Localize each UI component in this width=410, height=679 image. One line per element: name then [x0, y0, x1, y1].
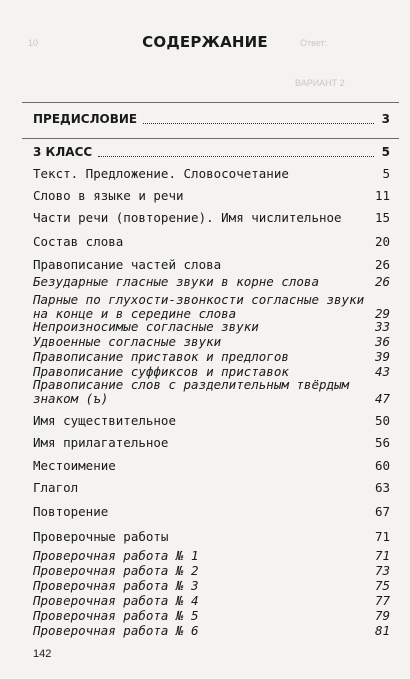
bleed-through-text: 10 [28, 38, 39, 48]
toc-entry [33, 549, 390, 563]
toc-entry [33, 350, 390, 364]
toc-entry-page: 26 [374, 257, 390, 272]
toc-entry-page: 11 [374, 188, 390, 203]
toc-entry-title: Глагол [33, 480, 79, 495]
toc-entry-page: 71 [374, 529, 390, 544]
toc-entry-page: 5 [382, 166, 390, 181]
toc-entry [33, 293, 390, 321]
toc-entry-page: 71 [374, 548, 390, 563]
toc-entry [33, 112, 390, 126]
toc-entry-title: 3 КЛАСС [33, 145, 93, 159]
toc-entry-title: Слово в языке и речи [33, 188, 184, 203]
dot-leader [98, 156, 373, 157]
toc-entry-page: 5 [381, 145, 390, 159]
toc-entry [33, 481, 390, 495]
toc-entry-page: 56 [374, 435, 390, 450]
toc-entry-page: 79 [374, 608, 390, 623]
toc-entry-page: 43 [374, 364, 390, 379]
toc-entry-title: Проверочная работа № 2 [33, 563, 199, 578]
toc-entry-title: Проверочная работа № 3 [33, 578, 199, 593]
toc-entry [33, 320, 390, 334]
toc-entry-page: 75 [374, 578, 390, 593]
toc-entry [33, 145, 390, 159]
toc-entry-page: 50 [374, 413, 390, 428]
toc-entry-title: Повторение [33, 504, 109, 519]
toc-entry [33, 609, 390, 623]
toc-entry-page: 47 [374, 391, 390, 406]
toc-entry-page: 20 [374, 234, 390, 249]
toc-entry [33, 167, 390, 181]
toc-entry-title: Парные по глухости-звонкости согласные звуки на конце и в середине слова [33, 292, 365, 321]
toc-entry [33, 459, 390, 473]
toc-entry-title: Проверочная работа № 1 [33, 548, 199, 563]
toc-entry-title: Состав слова [33, 234, 124, 249]
toc-entry-page: 33 [374, 319, 390, 334]
toc-entry-page: 3 [381, 112, 390, 126]
toc-entry-page: 36 [374, 334, 390, 349]
toc-entry-title: Правописание частей слова [33, 257, 222, 272]
toc-entry [33, 189, 390, 203]
toc-entry [33, 258, 390, 272]
toc-entry-page: 77 [374, 593, 390, 608]
toc-entry-page: 63 [374, 480, 390, 495]
toc-entry [33, 335, 390, 349]
toc-entry-page: 60 [374, 458, 390, 473]
bleed-through-text: Ответ: [300, 38, 328, 48]
page-title: СОДЕРЖАНИЕ [142, 33, 268, 51]
toc-entry-title: Правописание приставок и предлогов [33, 349, 289, 364]
toc-entry-title: Проверочная работа № 5 [33, 608, 199, 623]
toc-entry [33, 505, 390, 519]
toc-entry [33, 594, 390, 608]
toc-entry [33, 211, 390, 225]
toc-entry-page: 29 [374, 306, 390, 321]
toc-entry-page: 81 [374, 623, 390, 638]
page-number: 142 [33, 648, 52, 660]
toc-entry [33, 579, 390, 593]
toc-entry-page: 26 [374, 274, 390, 289]
toc-entry [33, 275, 390, 289]
toc-entry-title: Удвоенные согласные звуки [33, 334, 222, 349]
toc-entry [33, 530, 390, 544]
toc-entry-title: Местоимение [33, 458, 116, 473]
toc-entry [33, 235, 390, 249]
toc-entry-title: Безударные гласные звуки в корне слова [33, 274, 319, 289]
toc-entry-title: Имя существительное [33, 413, 176, 428]
toc-entry [33, 414, 390, 428]
toc-entry-title: Правописание слов с разделительным твёрдым знаком (ъ) [33, 377, 350, 406]
toc-entry-page: 67 [374, 504, 390, 519]
toc-entry-title: Правописание суффиксов и приставок [33, 364, 289, 379]
toc-entry-title: ПРЕДИСЛОВИЕ [33, 112, 138, 126]
toc-entry [33, 624, 390, 638]
toc-entry-title: Текст. Предложение. Словосочетание [33, 166, 289, 181]
toc-entry-title: Части речи (повторение). Имя числительное [33, 210, 342, 225]
toc-entry [33, 436, 390, 450]
toc-entry-title: Проверочные работы [33, 529, 169, 544]
toc-entry-title: Непроизносимые согласные звуки [33, 319, 259, 334]
toc-entry [33, 564, 390, 578]
toc-entry-title: Имя прилагательное [33, 435, 169, 450]
toc-entry-title: Проверочная работа № 6 [33, 623, 199, 638]
toc-entry-title: Проверочная работа № 4 [33, 593, 199, 608]
toc-entry-page: 39 [374, 349, 390, 364]
bleed-through-text: ВАРИАНТ 2 [295, 78, 345, 88]
toc-entry [33, 378, 390, 406]
dot-leader [143, 123, 374, 124]
toc-entry-page: 73 [374, 563, 390, 578]
toc-entry-page: 15 [374, 210, 390, 225]
